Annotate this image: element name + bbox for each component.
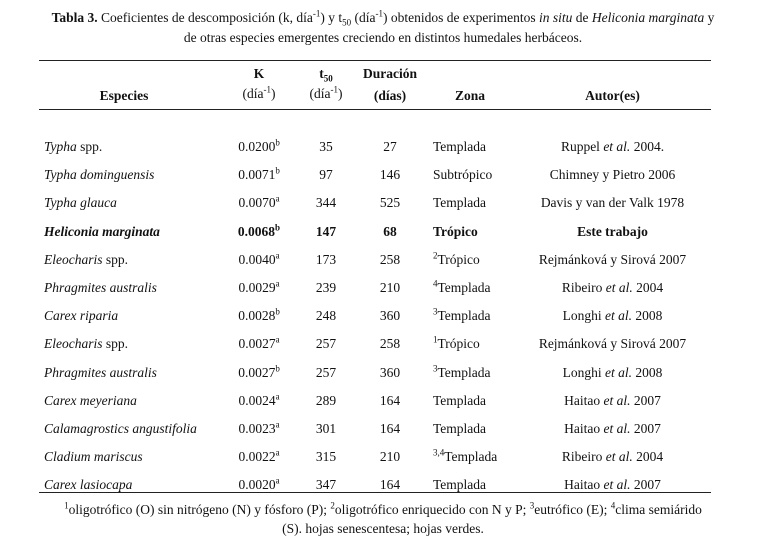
duration-cell: 360 (379, 365, 401, 380)
zone-cell (433, 306, 491, 326)
header-unit-text: (día (309, 86, 331, 101)
t50-cell: 257 (315, 365, 337, 380)
header-t50 (304, 66, 348, 82)
species-name: Carex meyeriana (44, 393, 137, 408)
duration-cell: 210 (379, 280, 401, 295)
species-name: Phragmites australis (44, 365, 157, 380)
k-value: 0.0027 (238, 365, 276, 380)
species-suffix: spp. (102, 336, 129, 351)
author-cell (510, 165, 715, 185)
author-cell (510, 447, 715, 467)
author-name: Rejmánková y Sirová 2007 (538, 336, 687, 351)
author-year: 2008 (632, 365, 663, 380)
zone-sup: 3 (433, 306, 438, 317)
caption-label: Tabla 3. (51, 10, 98, 25)
duration-cell: 258 (379, 336, 401, 351)
caption-text: ) obtenidos de experimentos (383, 10, 539, 25)
t50-cell: 173 (315, 252, 337, 267)
footnote-line-1 (0, 500, 766, 519)
footnote-sup: 4 (610, 500, 616, 511)
k-value: 0.0020 (238, 477, 276, 492)
header-t-sub: 50 (323, 73, 333, 84)
k-value: 0.0022 (238, 449, 276, 464)
species-name: Heliconia marginata (44, 224, 160, 239)
header-duration-unit: (días) (373, 88, 407, 103)
author-etal: et al. (603, 393, 631, 408)
caption-sup: -1 (312, 8, 321, 19)
k-cell (216, 278, 302, 298)
header-t-text: t (319, 66, 324, 81)
duration-cell: 258 (379, 252, 401, 267)
species-name: Eleocharis (44, 252, 103, 267)
author-name: Haitao (564, 477, 604, 492)
t50-cell: 257 (315, 336, 337, 351)
author-etal: et al. (603, 477, 631, 492)
table-header-rule (39, 109, 711, 110)
species-cell (44, 306, 118, 326)
caption-sup: -1 (375, 8, 383, 19)
caption-italic: in situ (538, 10, 573, 25)
footnote-sup: 3 (529, 500, 535, 511)
author-cell (510, 419, 715, 439)
zone-value: Trópico (433, 224, 478, 239)
k-sup: b (275, 306, 280, 317)
author-name: Longhi (562, 308, 605, 323)
author-etal: et al. (605, 365, 632, 380)
caption-text: ) y t (320, 10, 343, 25)
k-sup: a (275, 193, 280, 204)
duration-cell: 360 (379, 308, 401, 323)
author-year: 2004. (630, 139, 665, 154)
k-sup: a (275, 278, 280, 289)
author-cell (510, 306, 715, 326)
zone-value: Templada (433, 421, 487, 436)
caption-text: de (572, 10, 592, 25)
author-cell (510, 250, 715, 270)
k-sup: b (275, 165, 280, 176)
zone-cell (433, 222, 478, 242)
species-name: Eleocharis (44, 336, 103, 351)
duration-cell: 164 (379, 393, 401, 408)
header-t50-unit (300, 86, 352, 102)
footnote-text: oligotrófico enriquecido con N y P; (334, 502, 530, 517)
author-etal: et al. (603, 139, 631, 154)
k-cell (216, 419, 302, 439)
k-sup: b (275, 137, 280, 148)
table-caption (0, 8, 766, 48)
k-value: 0.0023 (238, 421, 276, 436)
species-name: Cladium mariscus (44, 449, 143, 464)
k-cell (216, 306, 302, 326)
author-cell (510, 222, 715, 242)
k-cell (216, 165, 302, 185)
zone-value: Templada (433, 195, 487, 210)
zone-cell (433, 391, 486, 411)
k-sup: a (275, 419, 280, 430)
species-suffix: spp. (76, 139, 103, 154)
k-value: 0.0027 (238, 336, 276, 351)
zone-value: Templada (437, 308, 491, 323)
k-value: 0.0024 (238, 393, 276, 408)
species-name: Typha dominguensis (44, 167, 155, 182)
species-name: Typha (44, 139, 77, 154)
t50-cell: 35 (319, 139, 333, 154)
caption-line-1 (0, 8, 766, 28)
species-cell (44, 278, 157, 298)
author-name: Ribeiro (561, 280, 606, 295)
caption-text: Coeficientes de descomposición (k, día (97, 10, 313, 25)
species-cell (44, 334, 128, 354)
footnote-text: oligotrófico (O) sin nitrógeno (N) y fósforo (P); (68, 502, 331, 517)
author-name: Longhi (562, 365, 605, 380)
zone-cell (433, 250, 480, 270)
k-value: 0.0029 (238, 280, 276, 295)
author-name: Ruppel (560, 139, 604, 154)
zone-cell (433, 447, 497, 467)
author-name: Haitao (564, 421, 604, 436)
k-cell (216, 391, 302, 411)
table-footnote (0, 500, 766, 538)
author-name: Rejmánková y Sirová 2007 (538, 252, 687, 267)
author-cell (510, 334, 715, 354)
zone-sup: 3,4 (433, 447, 445, 458)
species-suffix: spp. (102, 252, 129, 267)
k-cell (216, 447, 302, 467)
k-cell (216, 250, 302, 270)
header-species: Especies (99, 88, 149, 103)
caption-line-2: de otras especies emergentes creciendo en distintos humedales herbáceos. (183, 30, 583, 45)
zone-value: Templada (437, 280, 491, 295)
zone-cell (433, 137, 486, 157)
caption-text: y (704, 10, 715, 25)
header-unit-close: ) (271, 86, 276, 101)
header-unit-sup: -1 (263, 84, 271, 95)
author-cell (510, 193, 715, 213)
species-cell (44, 391, 137, 411)
author-year: 2004 (632, 280, 664, 295)
t50-cell: 301 (315, 421, 337, 436)
k-cell (216, 222, 302, 242)
zone-value: Trópico (437, 252, 480, 267)
author-cell (510, 137, 715, 157)
t50-cell: 239 (315, 280, 337, 295)
footnote-text: eutrófico (E); (534, 502, 611, 517)
zone-cell (433, 165, 492, 185)
header-unit-text: (día (242, 86, 264, 101)
header-duration: Duración (363, 66, 417, 81)
author-year: 2004 (632, 449, 664, 464)
table-bottom-rule (39, 492, 711, 493)
species-cell (44, 222, 160, 242)
author-year: 2008 (632, 308, 663, 323)
zone-cell (433, 193, 486, 213)
duration-cell: 164 (379, 477, 401, 492)
zone-sup: 4 (433, 278, 438, 289)
k-sup: a (275, 447, 280, 458)
author-year: 2007 (630, 421, 661, 436)
t50-cell: 344 (315, 195, 337, 210)
caption-species: Heliconia marginata (591, 10, 705, 25)
zone-cell (433, 278, 491, 298)
species-cell (44, 447, 143, 467)
species-cell (44, 137, 102, 157)
species-cell (44, 363, 157, 383)
author-etal: et al. (605, 449, 633, 464)
author-name: Haitao (564, 393, 604, 408)
duration-cell: 146 (379, 167, 401, 182)
k-sup: a (275, 334, 280, 345)
t50-cell: 289 (315, 393, 337, 408)
author-etal: et al. (605, 280, 633, 295)
k-cell (216, 363, 302, 383)
zone-sup: 3 (433, 363, 438, 374)
caption-text: (día (351, 10, 376, 25)
duration-cell: 27 (383, 139, 397, 154)
duration-cell: 210 (379, 449, 401, 464)
header-k: K (253, 66, 265, 81)
author-cell (510, 391, 715, 411)
k-value: 0.0040 (238, 252, 276, 267)
species-name: Carex lasiocapa (44, 477, 133, 492)
author-name: Chimney y Pietro 2006 (549, 167, 676, 182)
author-etal: et al. (603, 421, 631, 436)
species-name: Typha glauca (44, 195, 117, 210)
k-value: 0.0068 (237, 224, 276, 239)
zone-cell (433, 363, 491, 383)
species-name: Carex riparia (44, 308, 119, 323)
zone-cell (433, 419, 486, 439)
species-cell (44, 193, 117, 213)
author-name: Ribeiro (561, 449, 606, 464)
header-author: Autor(es) (585, 88, 640, 103)
k-sup: a (275, 475, 280, 486)
author-etal: et al. (605, 308, 632, 323)
caption-sub: 50 (342, 17, 352, 28)
footnote-text: clima semiárido (615, 502, 702, 517)
header-unit-close: ) (338, 86, 343, 101)
author-name: Davis y van der Valk 1978 (540, 195, 685, 210)
k-cell (216, 334, 302, 354)
zone-value: Templada (444, 449, 498, 464)
header-unit-sup: -1 (330, 84, 338, 95)
k-value: 0.0200 (238, 139, 276, 154)
k-sup: b (275, 363, 280, 374)
duration-cell: 68 (383, 224, 397, 239)
t50-cell: 315 (315, 449, 337, 464)
species-cell (44, 250, 128, 270)
footnote-sup: 1 (64, 500, 69, 511)
zone-sup: 1 (433, 334, 438, 345)
species-name: Phragmites australis (44, 280, 157, 295)
k-cell (216, 193, 302, 213)
zone-cell (433, 334, 480, 354)
zone-value: Subtrópico (433, 167, 493, 182)
author-name: Este trabajo (577, 224, 648, 239)
k-value: 0.0070 (238, 195, 276, 210)
t50-cell: 147 (315, 224, 337, 239)
author-year: 2007 (630, 393, 661, 408)
species-cell (44, 419, 197, 439)
zone-sup: 2 (433, 250, 438, 261)
species-name: Calamagrostics angustifolia (44, 421, 197, 436)
header-k-unit (216, 86, 302, 102)
k-sup: a (275, 391, 280, 402)
t50-cell: 248 (315, 308, 337, 323)
author-cell (510, 278, 715, 298)
footnote-line-2: (S). hojas senescentesa; hojas verdes. (282, 521, 484, 536)
k-value: 0.0028 (238, 308, 276, 323)
zone-value: Trópico (437, 336, 480, 351)
header-zone: Zona (454, 88, 485, 103)
duration-cell: 525 (379, 195, 401, 210)
species-cell (44, 165, 154, 185)
zone-value: Templada (433, 477, 487, 492)
zone-value: Templada (433, 139, 487, 154)
table-top-rule (39, 60, 711, 61)
author-cell (510, 363, 715, 383)
author-year: 2007 (630, 477, 661, 492)
t50-cell: 347 (315, 477, 337, 492)
footnote-sup: 2 (330, 500, 335, 511)
k-value: 0.0071 (238, 167, 276, 182)
t50-cell: 97 (319, 167, 333, 182)
k-sup: a (275, 250, 280, 261)
zone-value: Templada (433, 393, 487, 408)
duration-cell: 164 (379, 421, 401, 436)
k-sup: b (275, 222, 281, 233)
k-cell (216, 137, 302, 157)
zone-value: Templada (437, 365, 491, 380)
